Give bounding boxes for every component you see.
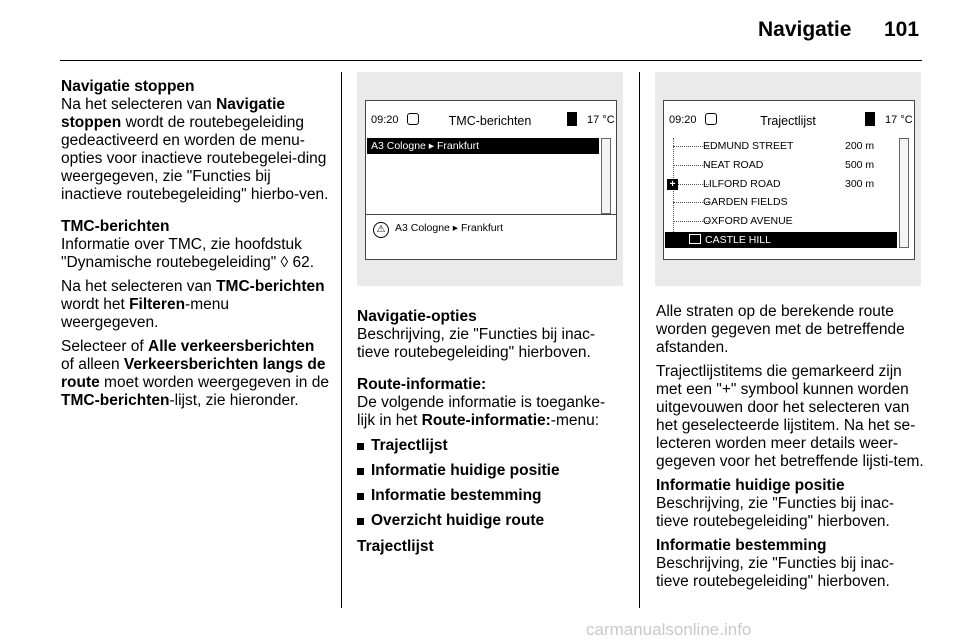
heading-informatie-bestemming: Informatie bestemming	[656, 537, 827, 554]
list-item: Informatie huidige positie	[357, 462, 623, 480]
clock-time: 09:20	[669, 114, 697, 126]
heading-route-informatie: Route-informatie:	[357, 376, 487, 393]
screen-title: Trajectlijst	[760, 114, 816, 128]
scrollbar[interactable]	[899, 138, 909, 248]
watermark: carmanualsonline.info	[586, 620, 752, 639]
list-item: Overzicht huidige route	[357, 512, 623, 530]
clock-time: 09:20	[371, 114, 399, 126]
route-item-distance: 200 m	[845, 140, 875, 152]
thermometer-icon	[865, 112, 875, 126]
paragraph: Beschrijving, zie "Functies bij inac-tieve routebegeleiding" hierboven.	[357, 326, 596, 361]
heading-navigatie-stoppen: Navigatie stoppen	[61, 78, 195, 95]
middle-column	[357, 308, 623, 556]
paragraph: De volgende informatie is toeganke-lijk in het Route-informatie:-menu:	[357, 394, 606, 429]
paragraph: Na het selecteren van TMC-berichten wordt het Filteren-menu weergegeven.	[61, 278, 325, 331]
selected-list-item[interactable]	[665, 232, 897, 248]
car-icon	[689, 234, 701, 244]
heading-tmc-berichten: TMC-berichten	[61, 218, 170, 235]
route-item-name: CASTLE HILL	[705, 234, 771, 246]
heading-trajectlijst: Trajectlijst	[357, 538, 434, 555]
paragraph: Informatie over TMC, zie hoofdstuk "Dynamische routebegeleiding" ◊ 62.	[61, 236, 315, 271]
message-text: A3 Cologne ▸ Frankfurt	[395, 222, 503, 234]
heading-informatie-huidige-positie: Informatie huidige positie	[656, 477, 845, 494]
trajectlijst-screen	[655, 72, 921, 286]
screen-title: TMC-berichten	[448, 114, 532, 128]
route-item-name[interactable]: EDMUND STREET	[703, 140, 794, 152]
route-item-name[interactable]: OXFORD AVENUE	[703, 215, 793, 227]
right-column	[656, 303, 924, 591]
paragraph: Alle straten op de berekende route worden gegeven met de betreffende afstanden.	[656, 303, 905, 356]
page-number: 101	[884, 18, 920, 41]
route-item-name[interactable]: LILFORD ROAD	[703, 178, 781, 190]
paragraph: Na het selecteren van Navigatie stoppen wordt de routebegeleiding gedeactiveerd en worden de menu-opties voor inactieve routebegelei-ding weergegeven, zie "Functies bij inactieve routebegeleiding" hierbo-ven.	[61, 96, 329, 203]
scrollbar[interactable]	[601, 138, 611, 214]
temperature: 17 °C	[587, 114, 615, 126]
list-item: Trajectlijst	[357, 437, 623, 455]
temperature: 17 °C	[885, 114, 913, 126]
heading-navigatie-opties: Navigatie-opties	[357, 308, 477, 325]
route-item-distance: 500 m	[845, 159, 875, 171]
route-item-name[interactable]: NEAT ROAD	[703, 159, 764, 171]
paragraph: Trajectlijstitems die gemarkeerd zijn met een "+" symbool kunnen worden uitgevouwen door het selecteren van het geselecteerde lijstitem. Na het se-lecteren worden meer details weer-gegeven voor het betreffende lijsti-tem.	[656, 363, 924, 470]
route-item-distance: 300 m	[845, 178, 875, 190]
header-rule	[60, 60, 922, 61]
thermometer-icon	[567, 112, 577, 126]
tmc-screen	[357, 72, 623, 286]
selected-list-item[interactable]: A3 Cologne ▸ Frankfurt	[367, 138, 599, 154]
page-title: Navigatie	[758, 18, 852, 41]
expand-plus-icon[interactable]: +	[667, 179, 678, 190]
list-item: Informatie bestemming	[357, 487, 623, 505]
page-header	[0, 0, 960, 60]
left-column	[61, 78, 329, 410]
paragraph: Beschrijving, zie "Functies bij inac-tieve routebegeleiding" hierboven.	[656, 555, 895, 590]
paragraph: Beschrijving, zie "Functies bij inac-tieve routebegeleiding" hierboven.	[656, 495, 895, 530]
column-divider	[639, 72, 640, 608]
route-item-name[interactable]: GARDEN FIELDS	[703, 196, 788, 208]
paragraph: Selecteer of Alle verkeersberichten of alleen Verkeersberichten langs de route moet worden weergegeven in de TMC-berichten-lijst, zie hieronder.	[61, 338, 329, 409]
column-divider	[341, 72, 342, 608]
divider	[365, 214, 617, 215]
warning-icon: ⚠	[373, 222, 389, 238]
